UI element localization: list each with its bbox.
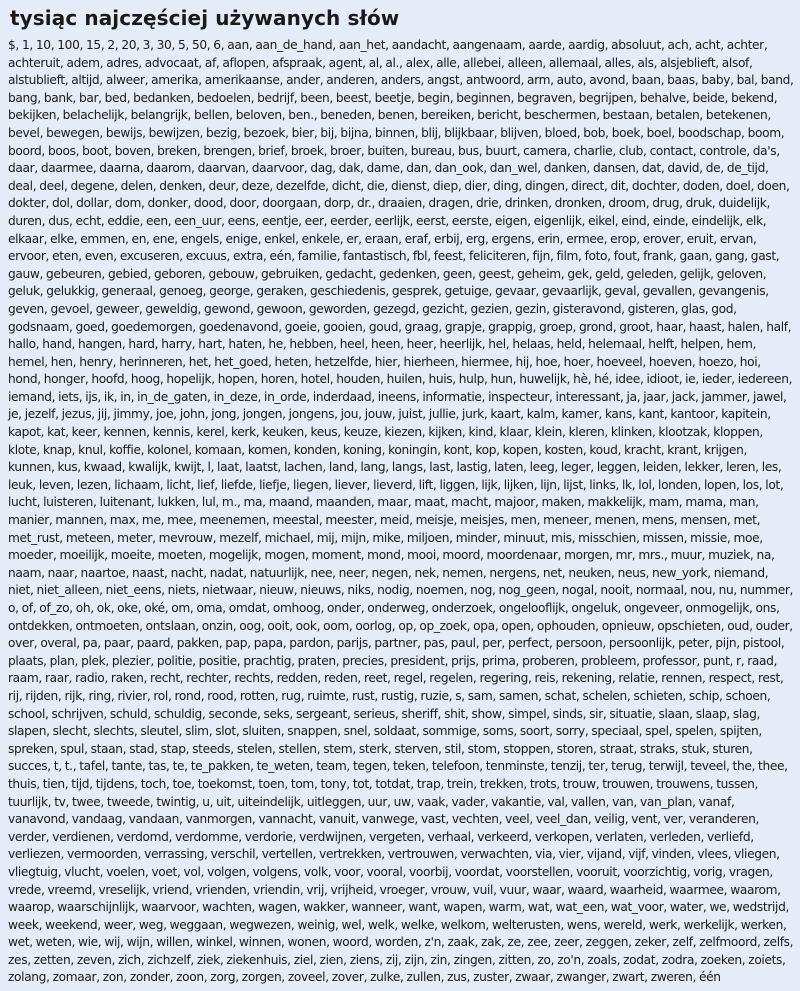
word-list: $, 1, 10, 100, 15, 2, 20, 3, 30, 5, 50, 6, aan, aan_de_hand, aan_het, aandacht, aangenaam, aarde, aardig, absoluut, ach, acht, achter, achteruit, adem, adres, advocaat, af, aflopen, afspraak, agent, al, al., alex, alle, allebei, alleen, allemaal, alles, als, alsjeblieft, alsof, alstublieft, altijd, alweer, amerika, amerikaanse, ander, anderen, anders, angst, antwoord, arm, auto, avond, baan, baas, baby, bal, band, bang, bank, bar, bed, bedanken, bedoelen, bedrijf, been, beest, beetje, begin, beginnen, begraven, begrijpen, behalve, beide, bekend, bekijken, belachelijk, belangrijk, bellen, beloven, ben., beneden, benen, bereiken, bericht, beschermen, bestaan, betalen, betekenen, bevel, bewegen, bewijs, bewijzen, bezig, bezoek, bier, bij, bijna, binnen, blij, blijkbaar, blijven, bloed, bob, boek, boel, boodschap, boom, boord, boos, boot, boven, breken, brengen, brief, broek, broer, buiten, bureau, bus, buurt, camera, charlie, club, contact, controle, da's, daar, daarmee, daarna, daarom, daarvan, daarvoor, dag, dak, dame, dan, dan_ook, dan_wel, danken, dansen, dat, david, de, de_tijd, deal, deel, degene, delen, denken, deur, deze, dezelfde, dicht, die, dienst, diep, dier, ding, dingen, direct, dit, dochter, doden, doel, doen, dokter, dol, dollar, dom, donker, dood, door, doorgaan, dorp, dr., draaien, dragen, drie, drinken, dronken, droom, drug, druk, duidelijk, duren, dus, echt, eddie, een, een_uur, eens, eentje, eer, eerder, eerlijk, eerst, eerste, eigen, eigenlijk, eikel, eind, einde, eindelijk, elk, elkaar, elke, emmen, en, ene, engels, enige, enkel, enkele, er, eraan, eraf, erbij, erg, ergens, erin, ermee, erop, erover, eruit, ervan, ervoor, eten, even, excuseren, excuus, extra, eén, familie, fantastisch, fbl, feest, feliciteren, fijn, film, foto, fout, frank, gaan, gang, gast, gauw, gebeuren, gebied, geboren, gebouw, gebruiken, gedacht, gedenken, geen, geest, geheim, gek, geld, geleden, gelijk, geloven, geluk, gelukkig, generaal, genoeg, george, geraken, geschiedenis, gesprek, getuige, gevaar, gevaarlijk, geval, gevallen, gevangenis, geven, gevoel, geweer, geweldig, gewond, gewoon, geworden, gezegd, gezicht, gezien, gezin, gisteravond, gisteren, glas, god, godsnaam, goed, goedemorgen, goedenavond, goeie, gooien, goud, graag, grapje, grappig, groep, grond, groot, haar, haast, halen, half, hallo, hand, hangen, hard, harry, hart, haten, he, hebben, heel, heen, heer, heerlijk, hel, helaas, held, helemaal, helft, helpen, hem, hemel, hen, henry, herinneren, het, het_goed, heten, hetzelfde, hier, hierheen, hiermee, hij, hoe, hoer, hoeveel, hoeven, hoezo, hoi, hond, honger, hoofd, hoog, hopelijk, hopen, horen, hotel, houden, huilen, huis, hulp, hun, huwelijk, hè, hé, idee, idioot, ie, ieder, iedereen, iemand, iets, ijs, ik, in, in_de_gaten, in_deze, in_orde, inderdaad, ineens, informatie, inspecteur, interessant, ja, jaar, jack, jammer, jawel, je, jezelf, jezus, jij, jimmy, joe, john, jong, jongen, jongens, jou, jouw, juist, jullie, jurk, kaart, kalm, kamer, kans, kant, kantoor, kapitein, kapot, kat, keer, kennen, kennis, kerel, kerk, keuken, keus, keuze, kiezen, kijken, kind, klaar, klein, kleren, klinken, klootzak, kloppen, klote, knap, knul, koffie, kolonel, komaan, komen, konden, koning, koningin, kont, kop, kopen, kosten, koud, kracht, krant, krijgen, kunnen, kus, kwaad, kwalijk, kwijt, l, laat, laatst, lachen, land, lang, langs, last, lastig, laten, leeg, leger, leggen, leiden, lekker, leren, les, leuk, leven, lezen, lichaam, licht, lief, liefde, liefje, liegen, liever, lieverd, lift, liggen, lijk, lijken, lijn, lijst, links, lk, lol, londen, lopen, los, lot, lucht, luisteren, luitenant, lukken, lul, m., ma, maand, maanden, maar, maat, macht, majoor, maken, makkelijk, mam, mama, man, manier, mannen, max, me, mee, meenemen, meestal, meester, meid, meisje, meisjes, men, meneer, menen, mens, mensen, met, met_rust, meteen, meter, mevrouw, mezelf, michael, mij, mijn, mike, miljoen, minder, minuut, mis, misschien, missen, missie, moe, moeder, moeilijk, moeite, moeten, mogelijk, mogen, moment, mond, mooi, moord, moordenaar, morgen, mr, mrs., muur, muziek, na, naam, naar, naartoe, naast, nacht, nadat, natuurlijk, nee, neer, negen, nek, nemen, nergens, net, neuken, neus, new_york, niemand, niet, niet_alleen, niet_eens, niets, nietwaar, nieuw, nieuws, niks, nodig, noemen, nog, nog_geen, nogal, nooit, normaal, nou, nu, nummer, o, of, of_zo, oh, ok, oke, oké, om, oma, omdat, omhoog, onder, onderweg, onderzoek, ongelooflijk, ongeluk, ongeveer, onmogelijk, ons, ontdekken, ontmoeten, ontslaan, onzin, oog, ooit, ook, oom, oorlog, op, op_zoek, opa, open, ophouden, opnieuw, opschieten, oud, ouder, over, overal, pa, paar, paard, pakken, pap, papa, pardon, parijs, partner, pas, paul, per, perfect, persoon, persoonlijk, peter, pijn, pistool, plaats, plan, plek, plezier, politie, positie, prachtig, praten, precies, president, prijs, prima, proberen, probleem, professor, punt, r, raad, raam, raar, radio, raken, recht, rechter, rechts, redden, reden, reet, regel, regelen, regering, reis, rekening, relatie, rennen, respect, rest, rij, rijden, rijk, ring, rivier, rol, rond, rood, rotten, rug, ruimte, rust, rustig, ruzie, s, sam, samen, schat, schelen, schieten, schip, schoen, school, schrijven, schuld, schuldig, seconde, seks, sergeant, serieus, sheriff, shit, show, simpel, sinds, sir, situatie, slaan, slaap, slag, slapen, slecht, slechts, sleutel, slim, slot, sluiten, snappen, snel, soldaat, sommige, soms, soort, sorry, speciaal, spel, spelen, spijten, spreken, spul, staan, stad, stap, steeds, stelen, stellen, stem, sterk, sterven, stil, stom, stoppen, storen, straat, straks, stuk, sturen, succes, t, t., tafel, tante, tas, te, te_pakken, te_weten, team, tegen, teken, telefoon, tenminste, tenzij, ter, terug, terwijl, teveel, the, thee, thuis, tien, tijd, tijdens, toch, toe, toekomst, toen, tom, tony, tot, totdat, trap, trein, trekken, trots, trouw, trouwen, trouwens, tussen, tuurlijk, tv, twee, tweede, twintig, u, uit, uiteindelijk, uitleggen, uur, uw, vaak, vader, vakantie, val, vallen, van, van_plan, vanaf, vanavond, vandaag, vandaan, vanmorgen, vannacht, vanuit, vanwege, vast, vechten, veel, veel_dan, veilig, vent, ver, veranderen, verder, verdienen, verdomd, verdomme, verdorie, verdwijnen, vergeten, verhaal, verkeerd, verkopen, verlaten, verleden, verliefd, verliezen, vermoorden, verrassing, verschil, vertellen, vertrekken, vertrouwen, verwachten, via, vier, vijand, vijf, vinden, vlees, vliegen, vliegtuig, vlucht, voelen, voet, vol, volgen, volgens, volk, voor, vooral, voorbij, voordat, voorstellen, vooruit, voorzichtig, vorig, vragen, vrede, vreemd, vreselijk, vriend, vrienden, vriendin, vrij, vrijheid, vroeger, vrouw, vuil, vuur, waar, waard, waarheid, waarmee, waarom, waarop, waarschijnlijk, waarvoor, wachten, wagen, wakker, wanneer, want, wapen, warm, wat, wat_een, wat_voor, water, we, wedstrijd, week, weekend, weer, weg, weggaan, wegwezen, weinig, wel, welk, welke, welkom, welterusten, wens, wereld, werk, werkelijk, werken, wet, weten, wie, wij, wijn, willen, winkel, winnen, wonen, woord, worden, z'n, zaak, zak, ze, zee, zeer, zeggen, zeker, zelf, zelfmoord, zelfs, zes, zetten, zeven, zich, zichzelf, ziek, ziekenhuis, ziel, zien, ziens, zij, zijn, zin, zingen, zitten, zo, zo'n, zoals, zodat, zodra, zoeken, zoiets, zolang, zomaar, zon, zonder, zoon, zorg, zorgen, zoveel, zover, zulke, zullen, zus, zuster, zwaar, zwanger, zwart, zweren, één [8, 38, 794, 985]
page-title: tysiąc najczęściej używanych słów [10, 6, 400, 30]
